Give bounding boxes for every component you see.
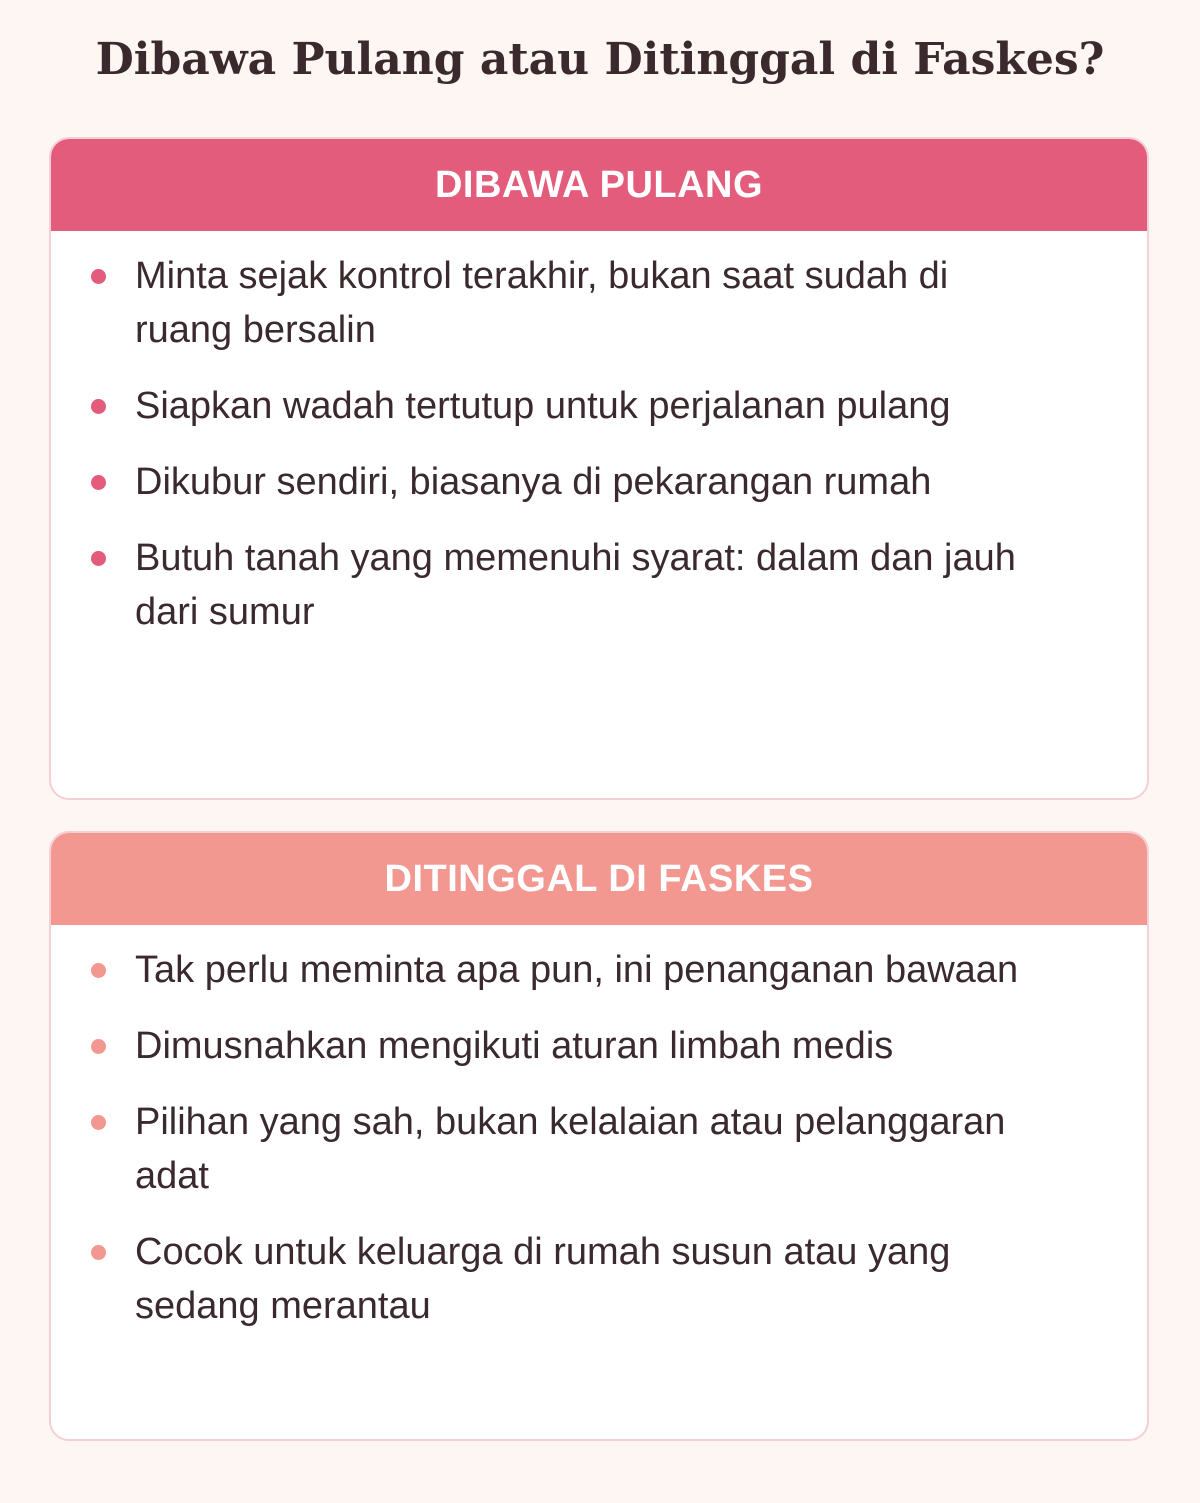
list-item-text: Pilihan yang sah, bukan kelalaian atau pelanggaran adat bbox=[135, 1101, 1006, 1197]
list-item bbox=[51, 455, 1147, 509]
card-header-ditinggal-di-faskes: DITINGGAL DI FASKES bbox=[51, 833, 1147, 925]
page-title: Dibawa Pulang atau Ditinggal di Faskes? bbox=[95, 34, 1105, 85]
card-dibawa-pulang bbox=[49, 137, 1149, 800]
list-ditinggal-di-faskes bbox=[51, 925, 1147, 1333]
list-item bbox=[51, 379, 1147, 433]
list-item bbox=[51, 531, 1147, 639]
list-item-text: Siapkan wadah tertutup untuk perjalanan pulang bbox=[135, 385, 951, 427]
bullet-dot-icon bbox=[91, 1115, 106, 1130]
list-item bbox=[51, 943, 1147, 997]
list-item-text: Dikubur sendiri, biasanya di pekarangan rumah bbox=[135, 461, 932, 503]
list-item-text: Cocok untuk keluarga di rumah susun atau yang sedang merantau bbox=[135, 1231, 951, 1327]
card-header-dibawa-pulang: DIBAWA PULANG bbox=[51, 139, 1147, 231]
list-item bbox=[51, 1095, 1147, 1203]
list-item bbox=[51, 249, 1147, 357]
bullet-dot-icon bbox=[91, 551, 106, 566]
bullet-dot-icon bbox=[91, 1245, 106, 1260]
list-item-text: Tak perlu meminta apa pun, ini penanganan bawaan bbox=[135, 949, 1019, 991]
list-item bbox=[51, 1019, 1147, 1073]
list-item-text: Minta sejak kontrol terakhir, bukan saat sudah di ruang bersalin bbox=[135, 255, 949, 351]
bullet-dot-icon bbox=[91, 963, 106, 978]
list-item bbox=[51, 1225, 1147, 1333]
card-ditinggal-di-faskes bbox=[49, 831, 1149, 1441]
list-item-text: Butuh tanah yang memenuhi syarat: dalam dan jauh dari sumur bbox=[135, 537, 1016, 633]
bullet-dot-icon bbox=[91, 399, 106, 414]
list-dibawa-pulang bbox=[51, 231, 1147, 639]
list-item-text: Dimusnahkan mengikuti aturan limbah medis bbox=[135, 1025, 894, 1067]
bullet-dot-icon bbox=[91, 475, 106, 490]
bullet-dot-icon bbox=[91, 269, 106, 284]
bullet-dot-icon bbox=[91, 1039, 106, 1054]
